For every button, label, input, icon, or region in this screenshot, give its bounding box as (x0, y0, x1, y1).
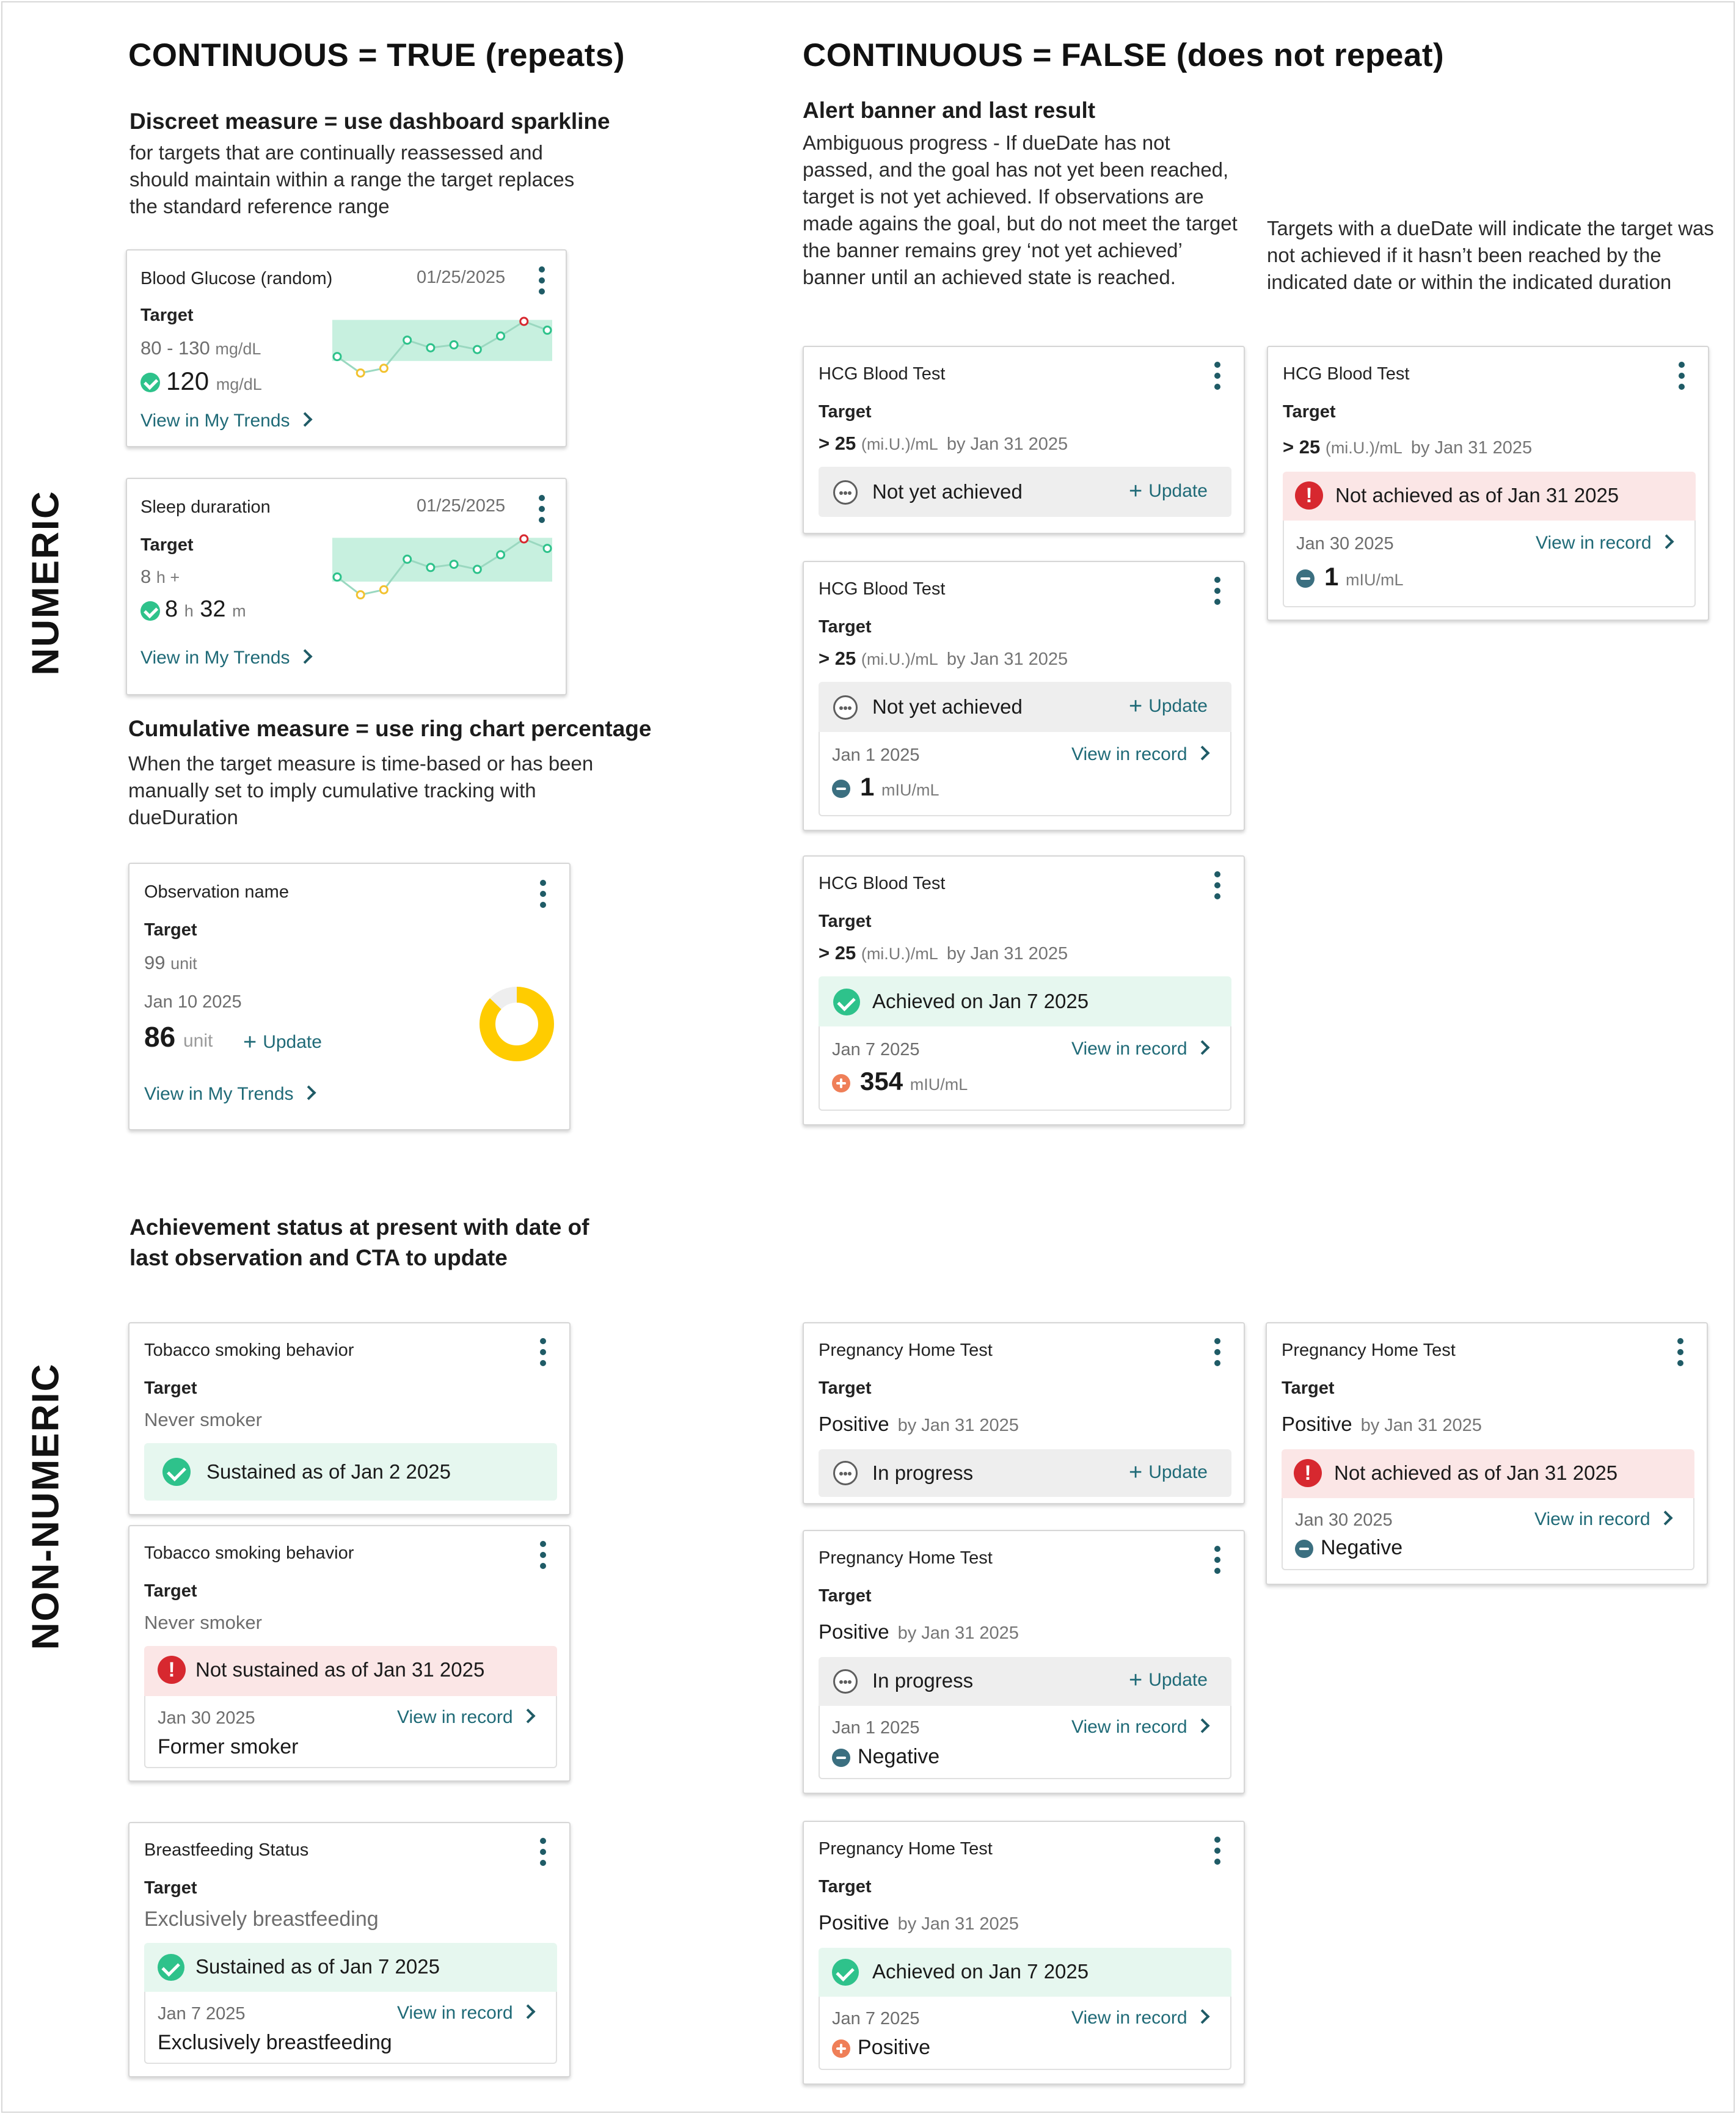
banner-text: Not achieved as of Jan 31 2025 (1334, 1461, 1618, 1484)
result-value: 1 mIU/mL (860, 772, 939, 801)
result-date: Jan 7 2025 (832, 1040, 920, 1059)
card-title: HCG Blood Test (819, 579, 946, 599)
target-value: Never smoker (144, 1612, 262, 1633)
pregnancy-card-achieved (803, 1821, 1245, 2085)
sparkline-point (357, 369, 364, 376)
card-title: HCG Blood Test (819, 874, 946, 893)
plus-icon: + (1129, 1460, 1143, 1485)
alert-icon: ! (1295, 481, 1323, 510)
check-icon (140, 601, 160, 621)
status-banner (144, 1943, 557, 1992)
target-label: Target (140, 535, 194, 555)
update-button[interactable]: + Update (243, 1030, 322, 1055)
target-label: Target (144, 920, 197, 940)
section-cumulative-desc: When the target measure is time-based or has been manually set to imply cumulative tracking with dueDuration (128, 752, 594, 828)
blood-glucose-card (126, 249, 567, 447)
view-record-link[interactable]: View in record (1536, 533, 1672, 554)
kebab-menu-icon[interactable] (1213, 1837, 1222, 1865)
above-target-icon (832, 2039, 850, 2058)
target-label: Target (819, 402, 872, 422)
card-title: Blood Glucose (random) (140, 269, 333, 288)
last-result-panel (144, 1992, 557, 2064)
kebab-menu-icon[interactable] (1213, 577, 1222, 605)
target-label: Target (140, 305, 194, 325)
view-record-link[interactable]: View in record (1071, 1039, 1208, 1059)
kebab-menu-icon[interactable] (1213, 1338, 1222, 1366)
result-date: Jan 30 2025 (158, 1708, 255, 1728)
section-duedate-desc: Targets with a dueDate will indicate the target was not achieved if it hasn’t been reached by the indicated date or within the indicated duration (1267, 217, 1714, 293)
status-banner (1282, 1449, 1694, 1498)
section-achievement-title: Achievement status at present with date of last observation and CTA to update (129, 1215, 589, 1270)
view-trends-link[interactable]: View in My Trends (144, 1084, 314, 1105)
below-target-icon (1296, 569, 1315, 588)
sparkline-point (380, 586, 387, 593)
target-value: 99 unit (144, 952, 197, 973)
result-date: Jan 1 2025 (832, 1718, 920, 1738)
chevron-right-icon (1658, 1510, 1672, 1525)
sparkline-point (380, 365, 387, 372)
card-title: Observation name (144, 882, 289, 902)
view-trends-link[interactable]: View in My Trends (140, 411, 310, 431)
last-result-panel (819, 732, 1231, 816)
update-button[interactable]: + Update (1129, 693, 1208, 719)
banner-text: Not yet achieved (872, 480, 1023, 503)
target-label: Target (1283, 402, 1336, 422)
sparkline-point (520, 535, 528, 543)
ring-chart (479, 986, 555, 1062)
plus-icon: + (1129, 693, 1143, 719)
plus-icon: + (1129, 1667, 1143, 1693)
banner-text: In progress (872, 1461, 974, 1484)
chevron-right-icon (1659, 534, 1674, 549)
hcg-card-not-achieved (1267, 346, 1709, 621)
check-icon (162, 1458, 191, 1486)
sparkline-point (404, 337, 411, 344)
result-value: 354 mIU/mL (860, 1067, 968, 1095)
target-label: Target (819, 617, 872, 637)
card-title: Sleep duraration (140, 497, 271, 517)
target-label: Target (144, 1378, 197, 1398)
target-label: Target (819, 1586, 872, 1606)
chevron-right-icon (1195, 1040, 1209, 1055)
pregnancy-card-in-progress (803, 1322, 1245, 1504)
target-value: Positive by Jan 31 2025 (819, 1911, 1019, 1934)
target-label: Target (1282, 1378, 1335, 1398)
card-date: 01/25/2025 (417, 496, 506, 516)
last-result-panel (1282, 1498, 1694, 1570)
check-icon (832, 1959, 859, 1986)
result-date: Jan 30 2025 (1295, 1510, 1393, 1530)
status-banner (819, 976, 1231, 1026)
kebab-menu-icon[interactable] (1676, 1338, 1685, 1366)
target-label: Target (144, 1878, 197, 1898)
chevron-right-icon (297, 649, 312, 664)
chevron-right-icon (301, 1085, 316, 1100)
update-button[interactable]: + Update (1129, 478, 1208, 504)
sparkline-point (520, 318, 528, 325)
sparkline-point (427, 564, 434, 571)
section-cumulative-title: Cumulative measure = use ring chart percentage (128, 716, 652, 741)
status-banner (819, 467, 1231, 517)
tobacco-card-sustained (128, 1322, 571, 1515)
section-alert-title: Alert banner and last result (803, 98, 1096, 123)
latest-value: 86 unit (144, 1021, 213, 1053)
target-label: Target (819, 1877, 872, 1896)
kebab-menu-icon[interactable] (1213, 362, 1222, 390)
target-value: Positive by Jan 31 2025 (819, 1620, 1019, 1643)
target-range-band (332, 320, 552, 361)
section-alert-desc: Ambiguous progress - If dueDate has not passed, and the goal has not yet been reached, target is not yet achieved. If observations are made agains the goal, but do not meet the target the banner remains grey ‘not yet achieved’ banner until an achieved state is reached. (803, 131, 1238, 288)
observation-card (128, 863, 571, 1130)
banner-text: Not sustained as of Jan 31 2025 (195, 1658, 485, 1681)
sparkline-point (473, 346, 481, 353)
target-value: > 25 (mi.U.)/mL by Jan 31 2025 (819, 648, 1068, 669)
result-value: Negative (858, 1745, 940, 1768)
hcg-card-achieved (803, 855, 1245, 1125)
update-button[interactable]: + Update (1129, 1667, 1208, 1693)
below-target-icon (832, 780, 850, 798)
view-record-link[interactable]: View in record (1071, 1717, 1208, 1738)
check-icon (833, 989, 860, 1015)
target-value: Positive by Jan 31 2025 (1282, 1413, 1482, 1435)
result-date: Jan 7 2025 (158, 2004, 246, 2024)
header-continuous-false: CONTINUOUS = FALSE (does not repeat) (803, 37, 1445, 73)
status-banner (819, 1449, 1231, 1497)
banner-text: Achieved on Jan 7 2025 (872, 990, 1089, 1012)
sparkline-point (450, 341, 458, 348)
card-title: HCG Blood Test (819, 364, 946, 384)
plus-icon: + (1129, 478, 1143, 504)
target-value: > 25 (mi.U.)/mL by Jan 31 2025 (1283, 436, 1533, 458)
sparkline-point (450, 561, 458, 568)
latest-value: 8 h 32 m (165, 596, 246, 622)
sparkline-point (334, 353, 341, 360)
target-value: > 25 (mi.U.)/mL by Jan 31 2025 (819, 433, 1068, 454)
card-title: Pregnancy Home Test (819, 1548, 993, 1568)
pregnancy-card-in-progress-with-result (803, 1530, 1245, 1794)
status-banner (144, 1443, 557, 1501)
kebab-menu-icon[interactable] (538, 266, 546, 294)
banner-text: Achieved on Jan 7 2025 (872, 1960, 1089, 1983)
update-button[interactable]: + Update (1129, 1460, 1208, 1485)
last-result-panel (819, 1706, 1231, 1779)
below-target-icon (1295, 1540, 1313, 1558)
result-date: Jan 30 2025 (1296, 534, 1394, 554)
result-date: Jan 7 2025 (832, 2009, 920, 2028)
chevron-right-icon (520, 2004, 535, 2019)
target-value: 80 - 130 mg/dL (140, 337, 261, 359)
in-progress-icon (833, 480, 858, 505)
banner-text: In progress (872, 1669, 974, 1692)
target-label: Target (144, 1581, 197, 1601)
chevron-right-icon (297, 412, 312, 426)
status-banner (819, 682, 1231, 732)
target-value: > 25 (mi.U.)/mL by Jan 31 2025 (819, 942, 1068, 964)
chevron-right-icon (1195, 745, 1209, 760)
view-trends-link[interactable]: View in My Trends (140, 648, 310, 668)
below-target-icon (832, 1749, 850, 1767)
card-title: Tobacco smoking behavior (144, 1340, 354, 1360)
card-title: Pregnancy Home Test (1282, 1340, 1456, 1360)
check-icon (158, 1954, 184, 1981)
chevron-right-icon (520, 1708, 535, 1723)
result-value: Former smoker (158, 1735, 299, 1758)
alert-icon: ! (158, 1656, 186, 1684)
latest-value: 120 mg/dL (166, 367, 262, 395)
last-result-panel (819, 1997, 1231, 2070)
last-result-panel (819, 1026, 1231, 1111)
kebab-menu-icon[interactable] (539, 880, 547, 908)
target-range-band (332, 538, 552, 582)
target-label: Target (819, 912, 872, 931)
card-title: HCG Blood Test (1283, 364, 1410, 384)
section-discreet-title: Discreet measure = use dashboard sparkline (129, 109, 610, 134)
card-date: 01/25/2025 (417, 268, 506, 287)
view-record-link[interactable]: View in record (397, 1707, 533, 1728)
breastfeeding-card (128, 1822, 571, 2077)
target-value: Never smoker (144, 1409, 262, 1430)
target-value: Positive by Jan 31 2025 (819, 1413, 1019, 1435)
status-banner (144, 1646, 557, 1696)
sparkline-point (497, 332, 505, 340)
target-value: 8 h + (140, 566, 180, 587)
card-title: Pregnancy Home Test (819, 1340, 993, 1360)
chevron-right-icon (1195, 1718, 1209, 1733)
banner-text: Sustained as of Jan 2 2025 (206, 1460, 451, 1483)
kebab-menu-icon[interactable] (539, 1338, 547, 1366)
sparkline-point (473, 566, 481, 573)
status-banner (819, 1657, 1231, 1706)
card-title: Pregnancy Home Test (819, 1839, 993, 1859)
pregnancy-card-not-achieved (1266, 1322, 1708, 1585)
view-record-link[interactable]: View in record (397, 2003, 533, 2024)
observation-date: Jan 10 2025 (144, 992, 242, 1012)
sparkline-point (544, 545, 551, 552)
card-title: Tobacco smoking behavior (144, 1543, 354, 1563)
plus-icon: + (243, 1030, 257, 1055)
view-record-link[interactable]: View in record (1071, 2008, 1208, 2028)
hcg-card-not-yet-with-result (803, 561, 1245, 831)
target-value: Exclusively breastfeeding (144, 1907, 379, 1931)
check-icon (140, 373, 160, 392)
card-title: Breastfeeding Status (144, 1840, 309, 1860)
in-progress-icon (833, 695, 858, 720)
header-non-numeric: NON-NUMERIC (24, 1362, 67, 1650)
kebab-menu-icon[interactable] (539, 1838, 547, 1866)
sleep-duration-card (126, 478, 567, 695)
tobacco-card-not-sustained (128, 1525, 571, 1782)
result-value: 1 mIU/mL (1324, 562, 1404, 591)
sparkline-chart (332, 532, 552, 610)
sparkline-point (497, 551, 505, 558)
result-value: Positive (858, 2036, 931, 2059)
status-banner (1283, 472, 1696, 521)
above-target-icon (832, 1074, 850, 1092)
banner-text: Not yet achieved (872, 695, 1023, 718)
sparkline-chart (332, 314, 552, 387)
last-result-panel (144, 1696, 557, 1768)
sparkline-point (427, 344, 434, 351)
sparkline-point (544, 326, 551, 334)
sparkline-point (334, 573, 341, 580)
kebab-menu-icon[interactable] (1213, 1546, 1222, 1574)
target-label: Target (819, 1378, 872, 1398)
kebab-menu-icon[interactable] (538, 495, 546, 523)
result-value: Negative (1321, 1536, 1403, 1559)
status-banner (819, 1948, 1231, 1997)
result-value: Exclusively breastfeeding (158, 2031, 392, 2054)
in-progress-icon (833, 1461, 858, 1485)
banner-text: Sustained as of Jan 7 2025 (195, 1955, 440, 1978)
view-record-link[interactable]: View in record (1534, 1509, 1671, 1530)
hcg-card-not-yet (803, 346, 1245, 534)
kebab-menu-icon[interactable] (1677, 362, 1686, 390)
chevron-right-icon (1195, 2009, 1209, 2024)
header-numeric: NUMERIC (24, 490, 67, 676)
alert-icon: ! (1294, 1459, 1322, 1487)
section-discreet-desc: for targets that are continually reassessed and should maintain within a range the target replaces the standard reference range (129, 141, 575, 218)
sparkline-point (404, 555, 411, 563)
last-result-panel (1283, 521, 1696, 607)
header-continuous-true: CONTINUOUS = TRUE (repeats) (128, 37, 625, 73)
kebab-menu-icon[interactable] (1213, 871, 1222, 899)
view-record-link[interactable]: View in record (1071, 744, 1208, 765)
kebab-menu-icon[interactable] (539, 1541, 547, 1569)
in-progress-icon (833, 1669, 858, 1694)
banner-text: Not achieved as of Jan 31 2025 (1335, 484, 1619, 507)
sparkline-point (357, 591, 364, 599)
result-date: Jan 1 2025 (832, 745, 920, 765)
